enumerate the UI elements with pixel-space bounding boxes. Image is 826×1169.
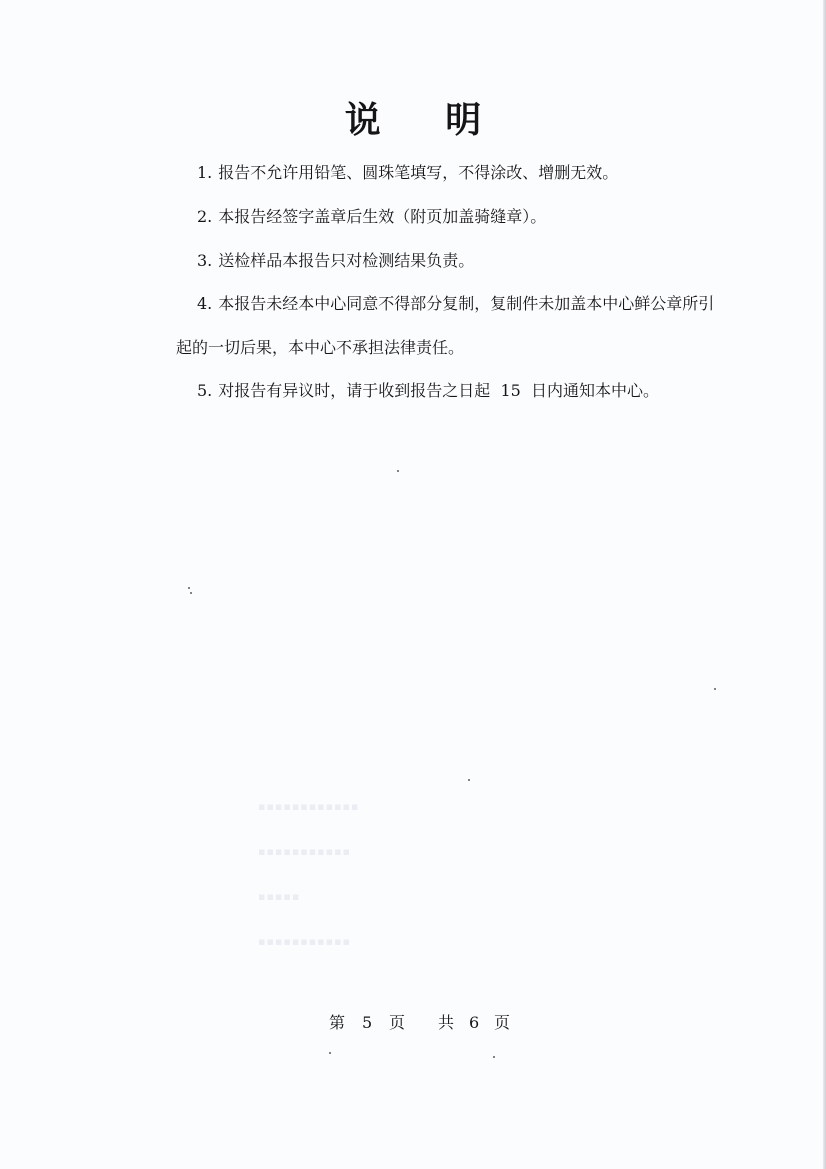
page-current: 5: [362, 1013, 373, 1032]
bleed-through-mark: ▪▪▪▪▪: [258, 890, 301, 903]
item-number: 4.: [197, 294, 213, 313]
scan-speck: [188, 587, 190, 589]
scan-speck: [397, 470, 399, 472]
page-unit: 页: [389, 1013, 406, 1032]
document-title: 说 明: [344, 99, 508, 141]
notice-item-4-continuation: 起的一切后果，本中心不承担法律责任。: [176, 338, 465, 357]
item-text: 对报告有异议时，请于收到报告之日起 15 日内通知本中心。: [218, 381, 659, 400]
scan-speck: [468, 779, 470, 781]
item-text: 本报告未经本中心同意不得部分复制，复制件未加盖本中心鲜公章所引: [218, 294, 715, 313]
item-number: 2.: [197, 207, 213, 226]
item-text: 送检样品本报告只对检测结果负责。: [218, 251, 475, 270]
scan-speck: [190, 592, 192, 594]
bleed-through-mark: ▪▪▪▪▪▪▪▪▪▪▪: [258, 845, 352, 858]
notice-item-2: [197, 207, 757, 227]
page-total: 6: [469, 1013, 480, 1032]
notice-item-1: [197, 163, 757, 183]
item-text: 本报告经签字盖章后生效（附页加盖骑缝章）。: [218, 207, 547, 226]
bleed-through-mark: ▪▪▪▪▪▪▪▪▪▪▪▪: [258, 800, 360, 813]
item-text: 报告不允许用铅笔、圆珠笔填写，不得涂改、增删无效。: [218, 163, 619, 182]
scan-speck: [714, 688, 716, 690]
notice-item-5: [197, 381, 757, 401]
item-number: 3.: [197, 251, 213, 270]
bleed-through-mark: ▪▪▪▪▪▪▪▪▪▪▪: [258, 935, 352, 948]
total-prefix: 共: [438, 1013, 455, 1032]
page-prefix: 第: [329, 1013, 346, 1032]
notice-item-3: [197, 251, 757, 271]
notice-item-4: [197, 294, 757, 314]
item-number: 1.: [197, 163, 213, 182]
scan-speck: [329, 1052, 331, 1054]
total-unit: 页: [494, 1013, 511, 1032]
scan-speck: [493, 1056, 495, 1058]
item-number: 5.: [197, 381, 213, 400]
